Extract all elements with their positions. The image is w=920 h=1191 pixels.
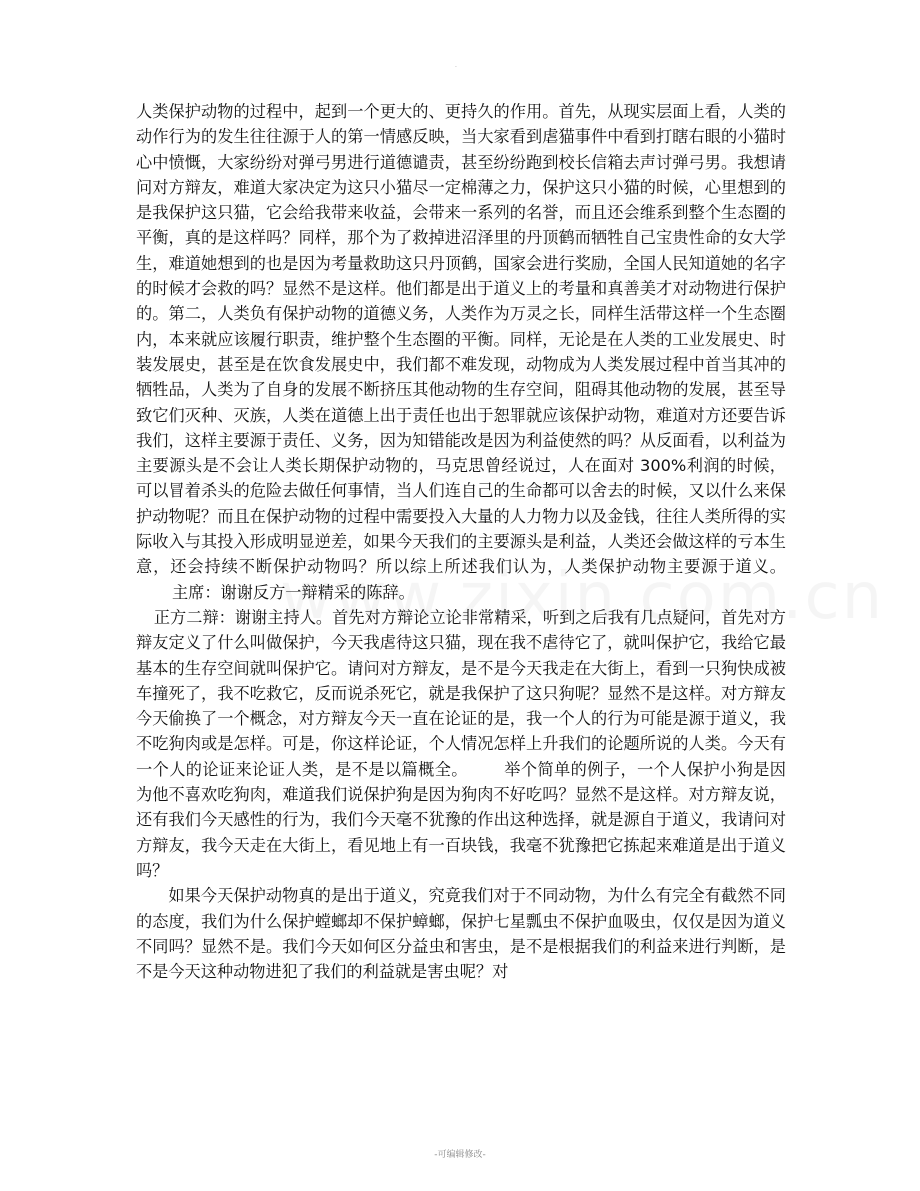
paragraph-1 xyxy=(136,99,786,605)
paragraph-2-text: 正方二辩：谢谢主持人。首先对方辩论立论非常精采，听到之后我有几点疑问，首先对方辩友定义了什么叫做保护，今天我虐待这只猫，现在我不虐待它了，就叫保护它，我给它最基本的生存空间就叫保护它。请问对方辩友，是不是今天我走在大街上，看到一只狗快成被车撞死了，我不吃救它，反而说杀死它，就是我保护了这只狗呢？显然不是这样。对方辩友今天偷换了一个概念，对方辩友今天一直在论证的是，我一个人的行为可能是源于道义，我不吃狗肉或是怎样。可是，你这样论证，个人情况怎样上升我们的论题所说的人类。今天有一个人的论证来论证人类，是不是以篇概全。 xyxy=(136,607,786,779)
header-mark: . xyxy=(455,62,458,69)
paragraph-3 xyxy=(136,883,786,984)
paragraph-2 xyxy=(136,605,786,883)
page-footer: -可编辑修改- xyxy=(434,1150,486,1160)
paragraph-1-text: 人类保护动物的过程中，起到一个更大的、更持久的作用。首先，从现实层面上看，人类的动作行为的发生往往源于人的第一情感反映，当大家看到虐猫事件中看到打瞎右眼的小猫时心中愤慨，大家纷纷对弹弓男进行道德谴责，甚至纷纷跑到校长信箱去声讨弹弓男。我想请问对方辩友，难道大家决定为这只小猫尽一定棉薄之力，保护这只小猫的时候，心里想到的是我保护这只猫，它会给我带来收益，会带来一系列的名誉，而且还会维系到整个生态圈的平衡，真的是这样吗？同样，那个为了救掉进沼泽里的丹顶鹤而牺牲自己宝贵性命的女大学生，难道她想到的也是因为考量救助这只丹顶鹤，国家会进行奖励，全国人民知道她的名字的时候才会救的吗？显然不是这样。他们都是出于道义上的考量和真善美才对动物进行保护的。第二，人类负有保护动物的道德义务，人类作为万灵之长，同样生活带这样一个生态圈内，本来就应该履行职责，维护整个生态圈的平衡。同样，无论是在人类的工业发展史、时装发展史，甚至是在饮食发展史中，我们都不难发现，动物成为人类发展过程中首当其冲的牺牲品，人类为了自身的发展不断挤压其他动物的生存空间，阻碍其他动物的发展，甚至导致它们灭种、灭族，人类在道德上出于责任也出于恕罪就应该保护动物，难道对方还要告诉我们，这样主要源于责任、义务，因为知错能改是因为利益使然的吗？从反面看，以利益为主要源头是不会让人类长期保护动物的，马克思曾经说过，人在面对 300%利润的时候，可以冒着杀头的危险去做任何事情，当人们连自己的生命都可以舍去的时候，又以什么来保护动物呢？而且在保护动物的过程中需要投入大量的人力物力以及金钱，往往人类所得的实际收入与其投入形成明显逆差，如果今天我们的主要源头是利益，人类还会做这样的亏本生意，还会持续不断保护动物吗？所以综上所述我们认为，人类保护动物主要源于道义。 xyxy=(136,102,786,577)
paragraph-3-text: 如果今天保护动物真的是出于道义，究竟我们对于不同动物，为什么有完全有截然不同的态度，我们为什么保护螳螂却不保护蟑螂，保护七星瓢虫不保护血吸虫，仅仅是因为道义不同吗？显然不是。我们今天如何区分益虫和害虫，是不是根据我们的利益来进行判断，是不是今天这种动物进犯了我们的利益就是害虫呢？对 xyxy=(136,886,786,982)
paragraph-2-continued: 举个简单的例子，一个人保护小狗是因为他不喜欢吃狗肉，难道我们说保护狗是因为狗肉不好吃吗？显然不是这样。对方辩友说，还有我们今天感性的行为，我们今天毫不犹豫的作出这种选择，就是源自于道义，我请问对方辩友，我今天走在大街上，看见地上有一百块钱，我毫不犹豫把它拣起来难道是出于道义吗？ xyxy=(136,759,786,880)
paragraph-1-chair-remark: 主席：谢谢反方一辩精采的陈辞。 xyxy=(172,582,415,602)
document-body xyxy=(136,99,786,984)
